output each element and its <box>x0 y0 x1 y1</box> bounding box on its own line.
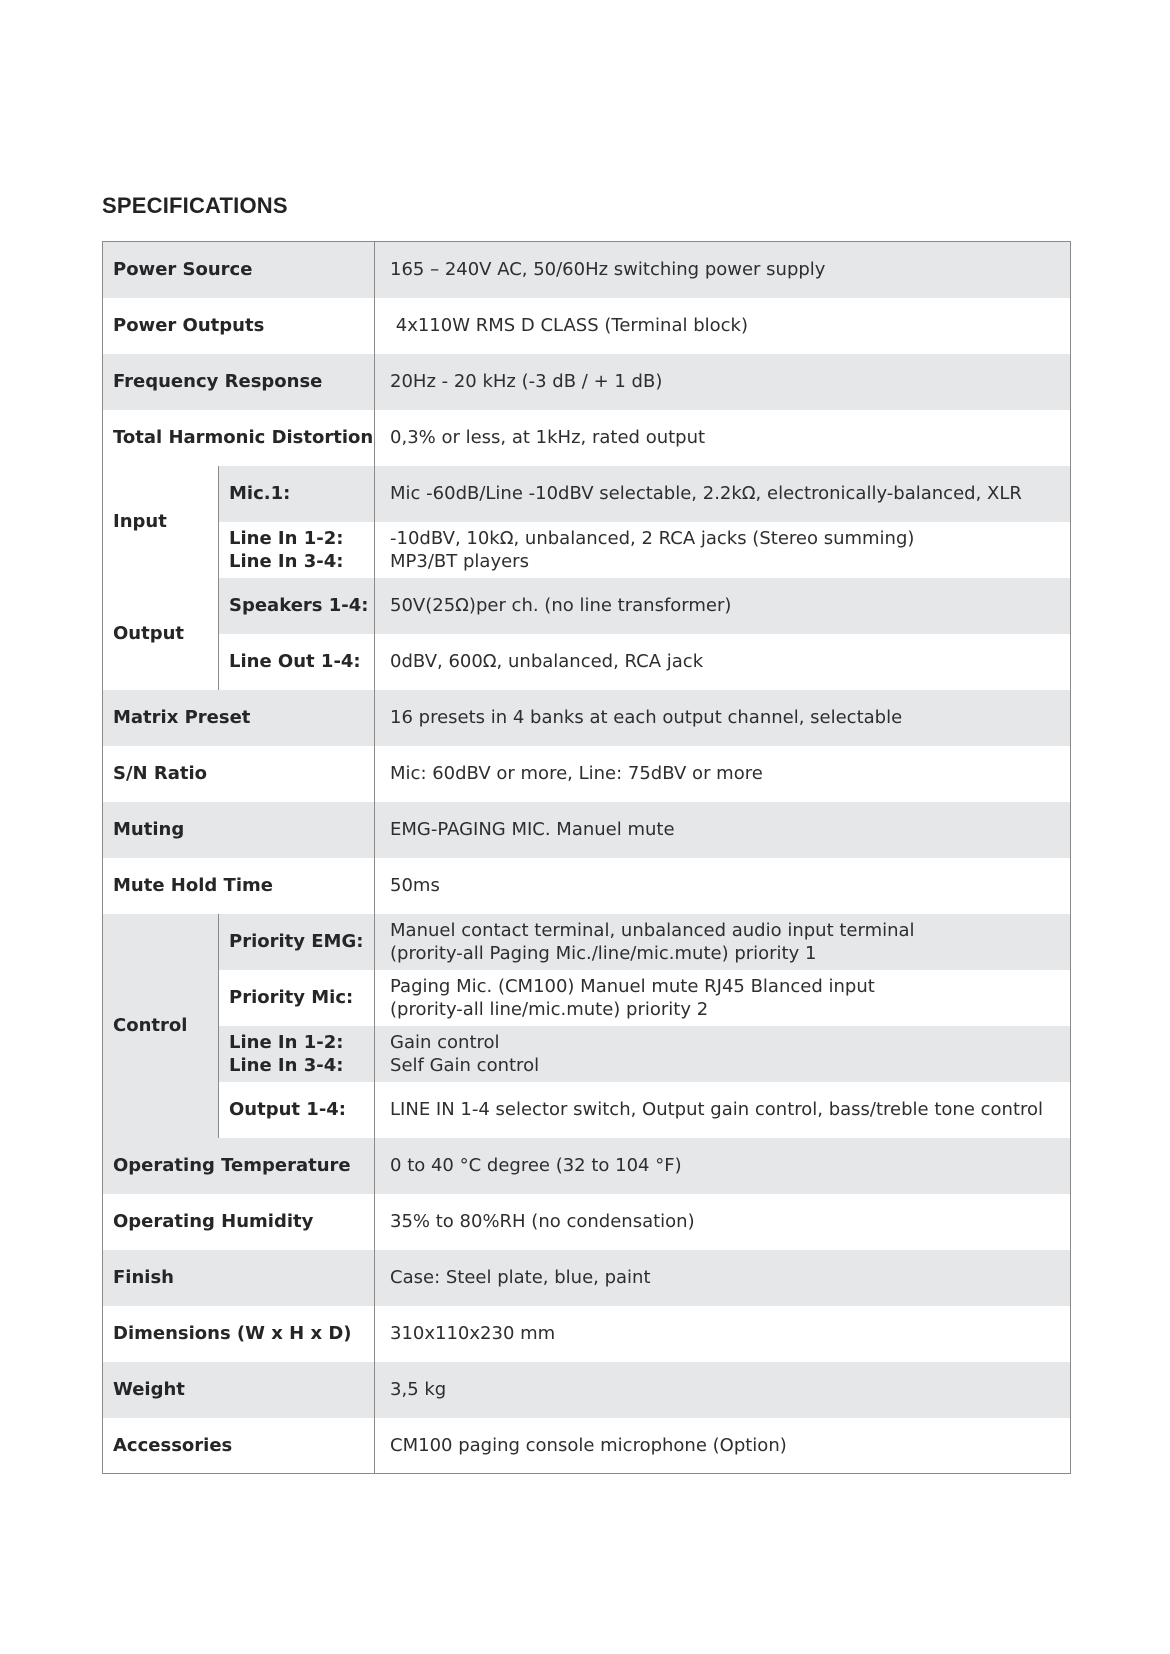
value-line-2: Self Gain control <box>390 1054 540 1076</box>
table-row <box>103 466 1071 522</box>
sublabel-line-1: Line In 1-2: <box>229 527 344 549</box>
table-row <box>103 1194 1071 1250</box>
spec-sublabel-control-line-in <box>219 1026 375 1082</box>
spec-label-accessories: Accessories <box>103 1418 375 1474</box>
table-row <box>103 1082 1071 1138</box>
spec-label-power-outputs: Power Outputs <box>103 298 375 354</box>
table-row <box>103 746 1071 802</box>
value-line-1: Gain control <box>390 1031 500 1053</box>
table-row <box>103 1362 1071 1418</box>
sublabel-line-2: Line In 3-4: <box>229 550 344 572</box>
value-line-1: Manuel contact terminal, unbalanced audio input terminal <box>390 919 915 941</box>
spec-value-op-temp: 0 to 40 °C degree (32 to 104 °F) <box>375 1138 1071 1194</box>
value-line-1: -10dBV, 10kΩ, unbalanced, 2 RCA jacks (Stereo summing) <box>390 527 915 549</box>
spec-value-line-out: 0dBV, 600Ω, unbalanced, RCA jack <box>375 634 1071 690</box>
spec-sublabel-priority-mic: Priority Mic: <box>219 970 375 1026</box>
table-row <box>103 242 1071 298</box>
spec-value-muting: EMG-PAGING MIC. Manuel mute <box>375 802 1071 858</box>
spec-label-mute-hold: Mute Hold Time <box>103 858 375 914</box>
specifications-table <box>102 241 1071 1474</box>
spec-value-mic1: Mic -60dB/Line -10dBV selectable, 2.2kΩ, electronically-balanced, XLR <box>375 466 1071 522</box>
table-row <box>103 1250 1071 1306</box>
spec-label-muting: Muting <box>103 802 375 858</box>
spec-label-sn-ratio: S/N Ratio <box>103 746 375 802</box>
spec-sublabel-priority-emg: Priority EMG: <box>219 914 375 970</box>
spec-value-control-line-in <box>375 1026 1071 1082</box>
spec-value-matrix-preset: 16 presets in 4 banks at each output channel, selectable <box>375 690 1071 746</box>
table-row <box>103 914 1071 970</box>
spec-value-control-output: LINE IN 1-4 selector switch, Output gain control, bass/treble tone control <box>375 1082 1071 1138</box>
table-row <box>103 1306 1071 1362</box>
table-row <box>103 858 1071 914</box>
table-row <box>103 1138 1071 1194</box>
table-row <box>103 802 1071 858</box>
table-row <box>103 578 1071 634</box>
spec-value-frequency-response: 20Hz - 20 kHz (-3 dB / + 1 dB) <box>375 354 1071 410</box>
page-title: SPECIFICATIONS <box>102 193 288 218</box>
spec-group-control: Control <box>103 914 219 1138</box>
spec-value-weight: 3,5 kg <box>375 1362 1071 1418</box>
table-row <box>103 1026 1071 1082</box>
sublabel-line-1: Line In 1-2: <box>229 1031 344 1053</box>
spec-group-output: Output <box>103 578 219 690</box>
spec-value-dimensions: 310x110x230 mm <box>375 1306 1071 1362</box>
spec-sublabel-line-out: Line Out 1-4: <box>219 634 375 690</box>
spec-label-dimensions: Dimensions (W x H x D) <box>103 1306 375 1362</box>
table-row <box>103 1418 1071 1474</box>
value-line-2: (prority-all line/mic.mute) priority 2 <box>390 998 709 1020</box>
table-row <box>103 298 1071 354</box>
value-line-2: MP3/BT players <box>390 550 529 572</box>
table-row <box>103 690 1071 746</box>
spec-label-thd: Total Harmonic Distortion <box>103 410 375 466</box>
spec-value-power-source: 165 – 240V AC, 50/60Hz switching power supply <box>375 242 1071 298</box>
spec-label-frequency-response: Frequency Response <box>103 354 375 410</box>
sublabel-line-2: Line In 3-4: <box>229 1054 344 1076</box>
spec-label-finish: Finish <box>103 1250 375 1306</box>
spec-value-accessories: CM100 paging console microphone (Option) <box>375 1418 1071 1474</box>
table-row <box>103 410 1071 466</box>
table-row <box>103 354 1071 410</box>
spec-sublabel-speakers: Speakers 1-4: <box>219 578 375 634</box>
value-line-1: Paging Mic. (CM100) Manuel mute RJ45 Blanced input <box>390 975 875 997</box>
spec-value-mute-hold: 50ms <box>375 858 1071 914</box>
spec-label-op-temp: Operating Temperature <box>103 1138 375 1194</box>
spec-value-sn-ratio: Mic: 60dBV or more, Line: 75dBV or more <box>375 746 1071 802</box>
spec-value-priority-emg <box>375 914 1071 970</box>
spec-sublabel-mic1: Mic.1: <box>219 466 375 522</box>
table-row <box>103 634 1071 690</box>
spec-value-op-humidity: 35% to 80%RH (no condensation) <box>375 1194 1071 1250</box>
spec-value-speakers: 50V(25Ω)per ch. (no line transformer) <box>375 578 1071 634</box>
value-line-2: (prority-all Paging Mic./line/mic.mute) priority 1 <box>390 942 817 964</box>
spec-value-thd: 0,3% or less, at 1kHz, rated output <box>375 410 1071 466</box>
spec-label-power-source: Power Source <box>103 242 375 298</box>
spec-value-priority-mic <box>375 970 1071 1026</box>
spec-value-power-outputs: 4x110W RMS D CLASS (Terminal block) <box>375 298 1071 354</box>
spec-label-weight: Weight <box>103 1362 375 1418</box>
spec-label-matrix-preset: Matrix Preset <box>103 690 375 746</box>
spec-value-finish: Case: Steel plate, blue, paint <box>375 1250 1071 1306</box>
spec-sublabel-control-output: Output 1-4: <box>219 1082 375 1138</box>
spec-label-op-humidity: Operating Humidity <box>103 1194 375 1250</box>
spec-value-input-line-in <box>375 522 1071 578</box>
table-row <box>103 970 1071 1026</box>
table-row <box>103 522 1071 578</box>
spec-group-input: Input <box>103 466 219 578</box>
spec-sublabel-input-line-in <box>219 522 375 578</box>
